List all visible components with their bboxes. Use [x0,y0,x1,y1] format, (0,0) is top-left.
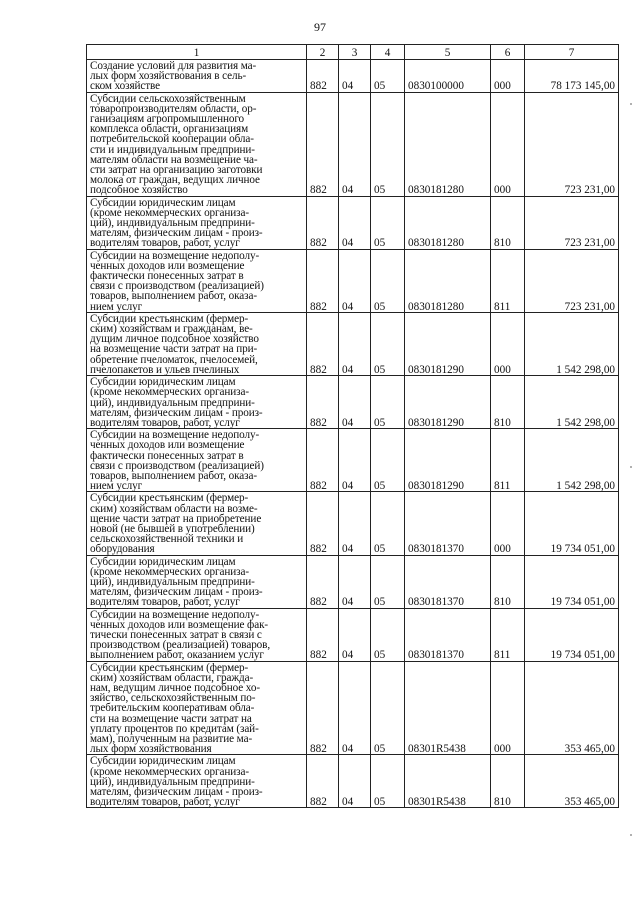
admin-code-cell: 882 [307,92,339,196]
amount-cell: 19 734 051,00 [525,492,619,555]
subsection-code-cell: 05 [371,92,405,196]
admin-code-cell: 882 [307,376,339,429]
table-row [87,196,619,249]
row-name-line: оборудования [90,543,155,556]
row-name-cell [87,376,307,429]
row-name-line: сельскохозяйственной техники и [90,533,244,546]
margin-mark [630,103,632,105]
amount-cell: 19 734 051,00 [525,608,619,661]
row-name-line: водителям товаров, работ, услуг [90,237,240,250]
table-header-row [87,45,619,60]
expense-type-cell: 000 [491,92,525,196]
row-name-line: выполнением работ, оказанием услуг [90,649,264,662]
amount-cell: 78 173 145,00 [525,60,619,93]
amount-cell: 19 734 051,00 [525,555,619,608]
column-header: 1 [87,45,307,60]
row-name-line: мателям, физическим лицам - произ- [90,406,263,419]
margin-mark [630,834,632,836]
row-name-line: Субсидии юридическим лицам [90,755,236,768]
section-code-cell: 04 [339,755,371,808]
admin-code-cell: 882 [307,492,339,555]
row-name-line: обретение пчеломаток, пчелосемей, [90,353,258,366]
section-code-cell: 04 [339,555,371,608]
expense-type-cell: 810 [491,755,525,808]
amount-cell: 353 465,00 [525,661,619,755]
expense-type-cell: 000 [491,60,525,93]
admin-code-cell: 882 [307,196,339,249]
column-header: 4 [371,45,405,60]
column-header: 3 [339,45,371,60]
row-name-cell [87,608,307,661]
target-article-cell: 0830181280 [405,92,491,196]
section-code-cell: 04 [339,608,371,661]
row-name-line: (кроме некоммерческих организа- [90,765,249,778]
target-article-cell: 0830181370 [405,555,491,608]
section-code-cell: 04 [339,249,371,312]
row-name-line: нам, ведущим личное подсобное хо- [90,681,260,694]
expense-type-cell: 000 [491,312,525,375]
row-name-line: Создание условий для развития ма- [90,60,257,72]
row-name-line: ций), индивидуальным предприни- [90,575,255,588]
expense-type-cell: 810 [491,555,525,608]
target-article-cell: 0830181370 [405,608,491,661]
row-name-line: новой (не бывшей в употреблении) [90,522,255,535]
row-name-line: ченных доходов или возмещение [90,259,245,272]
subsection-code-cell: 05 [371,555,405,608]
subsection-code-cell: 05 [371,608,405,661]
row-name-line: ций), индивидуальным предприни- [90,775,255,788]
row-name-cell [87,492,307,555]
row-name-cell [87,196,307,249]
row-name-line: мателям, физическим лицам - произ- [90,786,263,799]
row-name-line: лых форм хозяйствования [90,743,212,755]
amount-cell: 723 231,00 [525,92,619,196]
expense-type-cell: 811 [491,429,525,492]
row-name-line: (кроме некоммерческих организа- [90,206,249,219]
row-name-line: мателям области на возмещение ча- [90,153,258,166]
row-name-line: лых форм хозяйствования в сель- [90,70,247,83]
admin-code-cell: 882 [307,608,339,661]
column-header: 6 [491,45,525,60]
budget-table [86,44,619,808]
table-row [87,661,619,755]
row-name-line: ганизациям агропромышленного [90,113,245,126]
row-name-line: связи с производством (реализацией) [90,459,264,472]
page-number: 97 [314,20,326,34]
row-name-line: фактически понесенных затрат в [90,270,244,283]
table-row [87,92,619,196]
subsection-code-cell: 05 [371,376,405,429]
expense-type-cell: 811 [491,608,525,661]
row-name-cell [87,249,307,312]
row-name-line: Субсидии юридическим лицам [90,555,236,568]
row-name-line: уплату процентов по кредитам (зай- [90,722,259,735]
row-name-line: производством (реализацией) товаров, [90,639,271,652]
target-article-cell: 0830181290 [405,429,491,492]
row-name-line: (кроме некоммерческих организа- [90,565,249,578]
subsection-code-cell: 05 [371,755,405,808]
admin-code-cell: 882 [307,60,339,93]
row-name-line: Субсидии крестьянским (фермер- [90,312,249,325]
row-name-cell [87,555,307,608]
expense-type-cell: 811 [491,249,525,312]
row-name-line: подсобное хозяйство [90,184,188,197]
table-body [87,60,619,808]
amount-cell: 723 231,00 [525,249,619,312]
section-code-cell: 04 [339,661,371,755]
row-name-line: ций), индивидуальным предприни- [90,217,255,230]
row-name-line: мателям, физическим лицам - произ- [90,227,263,240]
row-name-cell [87,661,307,755]
row-name-cell [87,429,307,492]
row-name-line: товаров, выполнением работ, оказа- [90,290,257,303]
section-code-cell: 04 [339,60,371,93]
row-name-cell [87,60,307,93]
column-header: 7 [525,45,619,60]
row-name-cell [87,755,307,808]
table-row [87,555,619,608]
row-name-line: зяйство, сельскохозяйственным по- [90,692,256,705]
target-article-cell: 0830181290 [405,376,491,429]
row-name-line: водителям товаров, работ, услуг [90,796,240,808]
amount-cell: 723 231,00 [525,196,619,249]
margin-mark [630,466,632,468]
subsection-code-cell: 05 [371,492,405,555]
section-code-cell: 04 [339,196,371,249]
row-name-line: пчелопакетов и ульев пчелиных [90,363,240,376]
expense-type-cell: 810 [491,376,525,429]
row-name-line: щение части затрат на приобретение [90,512,262,525]
row-name-line: товаропроизводителям области, ор- [90,102,257,115]
section-code-cell: 04 [339,92,371,196]
target-article-cell: 0830181280 [405,249,491,312]
subsection-code-cell: 05 [371,60,405,93]
subsection-code-cell: 05 [371,196,405,249]
row-name-line: товаров, выполнением работ, оказа- [90,469,257,482]
row-name-line: сти затрат на организацию заготовки [90,164,263,177]
table-row [87,755,619,808]
amount-cell: 353 465,00 [525,755,619,808]
row-name-line: Субсидии на возмещение недополу- [90,608,260,621]
row-name-line: молока от граждан, ведущих личное [90,174,260,187]
table-row [87,60,619,93]
row-name-line: дущим личное подсобное хозяйство [90,333,259,346]
row-name-line: требительским кооперативам обла- [90,702,255,715]
target-article-cell: 0830100000 [405,60,491,93]
row-name-line: ций), индивидуальным предприни- [90,396,255,409]
subsection-code-cell: 05 [371,661,405,755]
table-row [87,608,619,661]
row-name-line: потребительской кооперации обла- [90,133,254,146]
target-article-cell: 0830181290 [405,312,491,375]
row-name-line: ченных доходов или возмещение фак- [90,618,269,631]
column-header: 5 [405,45,491,60]
expense-type-cell: 000 [491,492,525,555]
row-name-line: сти и индивидуальным предприни- [90,143,255,156]
amount-cell: 1 542 298,00 [525,376,619,429]
section-code-cell: 04 [339,312,371,375]
target-article-cell: 08301R5438 [405,661,491,755]
row-name-line: Субсидии юридическим лицам [90,196,236,209]
table-row [87,492,619,555]
table-row [87,376,619,429]
column-header: 2 [307,45,339,60]
subsection-code-cell: 05 [371,249,405,312]
row-name-cell [87,92,307,196]
target-article-cell: 08301R5438 [405,755,491,808]
row-name-cell [87,312,307,375]
row-name-line: ским) хозяйствам и гражданам, ве- [90,323,253,336]
admin-code-cell: 882 [307,555,339,608]
table-row [87,429,619,492]
row-name-line: мам), полученным на развитие ма- [90,733,253,745]
target-article-cell: 0830181370 [405,492,491,555]
table-row [87,312,619,375]
row-name-line: на возмещение части затрат на при- [90,343,258,356]
row-name-line: связи с производством (реализацией) [90,280,264,293]
target-article-cell: 0830181280 [405,196,491,249]
expense-type-cell: 810 [491,196,525,249]
row-name-line: нием услуг [90,300,143,313]
row-name-line: ским) хозяйствам области, гражда- [90,671,254,684]
amount-cell: 1 542 298,00 [525,312,619,375]
row-name-line: ском хозяйстве [90,80,161,93]
subsection-code-cell: 05 [371,312,405,375]
row-name-line: Субсидии сельскохозяйственным [90,92,246,105]
admin-code-cell: 882 [307,249,339,312]
table-row [87,249,619,312]
section-code-cell: 04 [339,492,371,555]
admin-code-cell: 882 [307,312,339,375]
row-name-line: нием услуг [90,480,143,492]
expense-type-cell: 000 [491,661,525,755]
row-name-line: тически понесенных затрат в связи с [90,628,262,641]
row-name-line: Субсидии крестьянским (фермер- [90,661,249,674]
row-name-line: мателям, физическим лицам - произ- [90,586,263,599]
row-name-line: сти на возмещение части затрат на [90,712,252,725]
row-name-line: комплекса области, организациям [90,123,249,136]
admin-code-cell: 882 [307,429,339,492]
admin-code-cell: 882 [307,661,339,755]
amount-cell: 1 542 298,00 [525,429,619,492]
row-name-line: ченных доходов или возмещение [90,439,245,452]
section-code-cell: 04 [339,376,371,429]
section-code-cell: 04 [339,429,371,492]
row-name-line: (кроме некоммерческих организа- [90,386,249,399]
row-name-line: Субсидии юридическим лицам [90,376,236,389]
row-name-line: Субсидии на возмещение недополу- [90,429,260,442]
row-name-line: ским) хозяйствам области на возме- [90,502,258,515]
row-name-line: водителям товаров, работ, услуг [90,596,240,609]
row-name-line: Субсидии крестьянским (фермер- [90,492,249,505]
row-name-line: фактически понесенных затрат в [90,449,244,462]
subsection-code-cell: 05 [371,429,405,492]
row-name-line: водителям товаров, работ, услуг [90,416,240,429]
row-name-line: Субсидии на возмещение недополу- [90,249,260,262]
admin-code-cell: 882 [307,755,339,808]
